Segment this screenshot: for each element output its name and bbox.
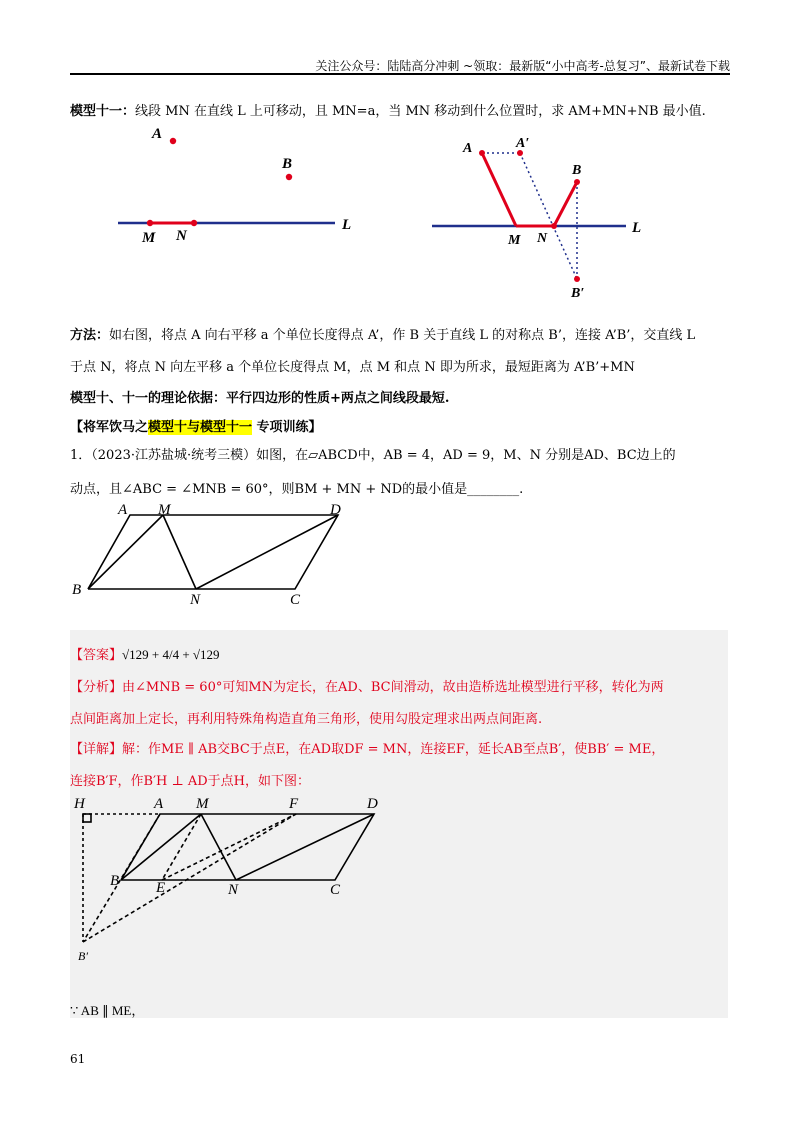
training-prefix: 【将军饮马之 bbox=[70, 420, 149, 435]
right-figure bbox=[430, 130, 660, 300]
header-text: 关注公众号：陆陆高分冲刺 ~领取：最新版“小中高考-总复习”、最新试卷下载 bbox=[315, 59, 730, 73]
label-n: N bbox=[537, 231, 548, 246]
segment-bm bbox=[121, 814, 201, 880]
label-b-prime: B′ bbox=[571, 286, 585, 300]
answer-value: √129 + 4/4 + √129 bbox=[122, 647, 220, 662]
figure-parallelogram-2 bbox=[70, 790, 390, 970]
label-c: C bbox=[290, 592, 301, 608]
label-c: C bbox=[330, 882, 341, 898]
training-heading bbox=[70, 416, 322, 435]
point-b-prime bbox=[574, 276, 580, 282]
point-a bbox=[170, 138, 176, 144]
label-n: N bbox=[176, 228, 187, 244]
label-l: L bbox=[342, 217, 352, 233]
label-d: D bbox=[330, 502, 341, 518]
segment-nd bbox=[236, 814, 374, 880]
label-e: E bbox=[156, 880, 166, 896]
model11-text: 线段 MN 在直线 L 上可移动，且 MN=a，当 MN 移动到什么位置时，求 AM+MN+NB 最小值. bbox=[135, 104, 706, 119]
label-d: D bbox=[367, 796, 378, 812]
label-a: A bbox=[154, 796, 164, 812]
method-label: 方法： bbox=[70, 328, 110, 343]
label-m: M bbox=[508, 233, 521, 248]
a-prime-b-prime-dotted bbox=[520, 153, 577, 279]
label-b-prime: B′ bbox=[78, 949, 88, 963]
point-m bbox=[147, 220, 153, 226]
label-n: N bbox=[228, 882, 239, 898]
problem1-line2: 动点，且∠ABC = ∠MNB = 60°，则BM + MN + ND的最小值是________. bbox=[70, 482, 524, 497]
label-m: M bbox=[196, 796, 209, 812]
detail-line1 bbox=[70, 738, 664, 757]
label-a: A bbox=[118, 502, 128, 518]
right-angle-mark bbox=[83, 814, 91, 822]
label-a: A bbox=[152, 126, 163, 142]
figure-parallelogram-1 bbox=[70, 500, 370, 610]
page-number: 61 bbox=[70, 1052, 86, 1066]
segment-mn bbox=[201, 814, 236, 880]
segment-mn bbox=[163, 515, 196, 589]
header-rule bbox=[70, 73, 730, 75]
point-n bbox=[551, 223, 557, 229]
label-l: L bbox=[632, 220, 642, 236]
point-b bbox=[286, 174, 292, 180]
label-a-prime: A′ bbox=[516, 136, 530, 151]
training-highlight: 模型十与模型十一 bbox=[148, 420, 253, 435]
label-b: B bbox=[572, 163, 582, 178]
segment-bm bbox=[88, 515, 163, 589]
analysis-line2: 点间距离加上定长，再利用特殊角构造直角三角形，使用勾股定理求出两点间距离. bbox=[70, 712, 543, 727]
answer-label: 【答案】 bbox=[70, 648, 123, 663]
label-h: H bbox=[74, 796, 85, 812]
model11-label: 模型十一： bbox=[70, 104, 136, 119]
segment-nb bbox=[554, 182, 577, 226]
label-b: B bbox=[110, 873, 120, 889]
label-b: B bbox=[72, 582, 82, 598]
left-figure bbox=[100, 122, 380, 262]
method-line1 bbox=[70, 324, 695, 343]
model11-paragraph bbox=[70, 100, 706, 119]
label-m: M bbox=[142, 230, 156, 246]
detail-line2: 连接B′F，作B′H ⊥ AD于点H，如下图： bbox=[70, 774, 311, 789]
analysis-text-1: 由∠MNB = 60°可知MN为定长，在AD、BC间滑动，故由造桥选址模型进行平移，转化为两 bbox=[122, 680, 664, 695]
answer-line bbox=[70, 644, 220, 663]
label-f: F bbox=[289, 796, 299, 812]
method-line2: 于点 N，将点 N 向左平移 a 个单位长度得点 M，点 M 和点 N 即为所求，最短距离为 A’B’+MN bbox=[70, 360, 635, 375]
segment-am bbox=[482, 153, 516, 226]
point-n bbox=[191, 220, 197, 226]
label-a: A bbox=[463, 141, 473, 156]
problem1-line1: 1．（2023·江苏盐城·统考三模）如图，在▱ABCD中，AB = 4，AD = 9，M、N 分别是AD、BC边上的 bbox=[70, 448, 676, 463]
point-b bbox=[574, 179, 580, 185]
label-b: B bbox=[282, 156, 293, 172]
method-text-1: 如右图，将点 A 向右平移 a 个单位长度得点 A’，作 B 关于直线 L 的对称点 B’，连接 A’B’，交直线 L bbox=[109, 328, 696, 343]
parallelogram-abcd bbox=[121, 814, 374, 880]
because-line: ∵ AB ∥ ME， bbox=[70, 1003, 145, 1018]
point-a bbox=[479, 150, 485, 156]
label-n: N bbox=[190, 592, 201, 608]
detail-text-1: 解：作ME ∥ AB交BC于点E，在AD取DF = MN，连接EF，延长AB至点B′，使BB′ = ME， bbox=[122, 742, 665, 757]
training-suffix: 专项训练】 bbox=[252, 420, 322, 435]
theory-line: 模型十、十一的理论依据：平行四边形的性质+两点之间线段最短. bbox=[70, 391, 450, 406]
label-m: M bbox=[158, 502, 171, 518]
detail-label: 【详解】 bbox=[70, 742, 123, 757]
analysis-label: 【分析】 bbox=[70, 680, 123, 695]
analysis-line1 bbox=[70, 676, 664, 695]
page-header bbox=[0, 0, 800, 80]
